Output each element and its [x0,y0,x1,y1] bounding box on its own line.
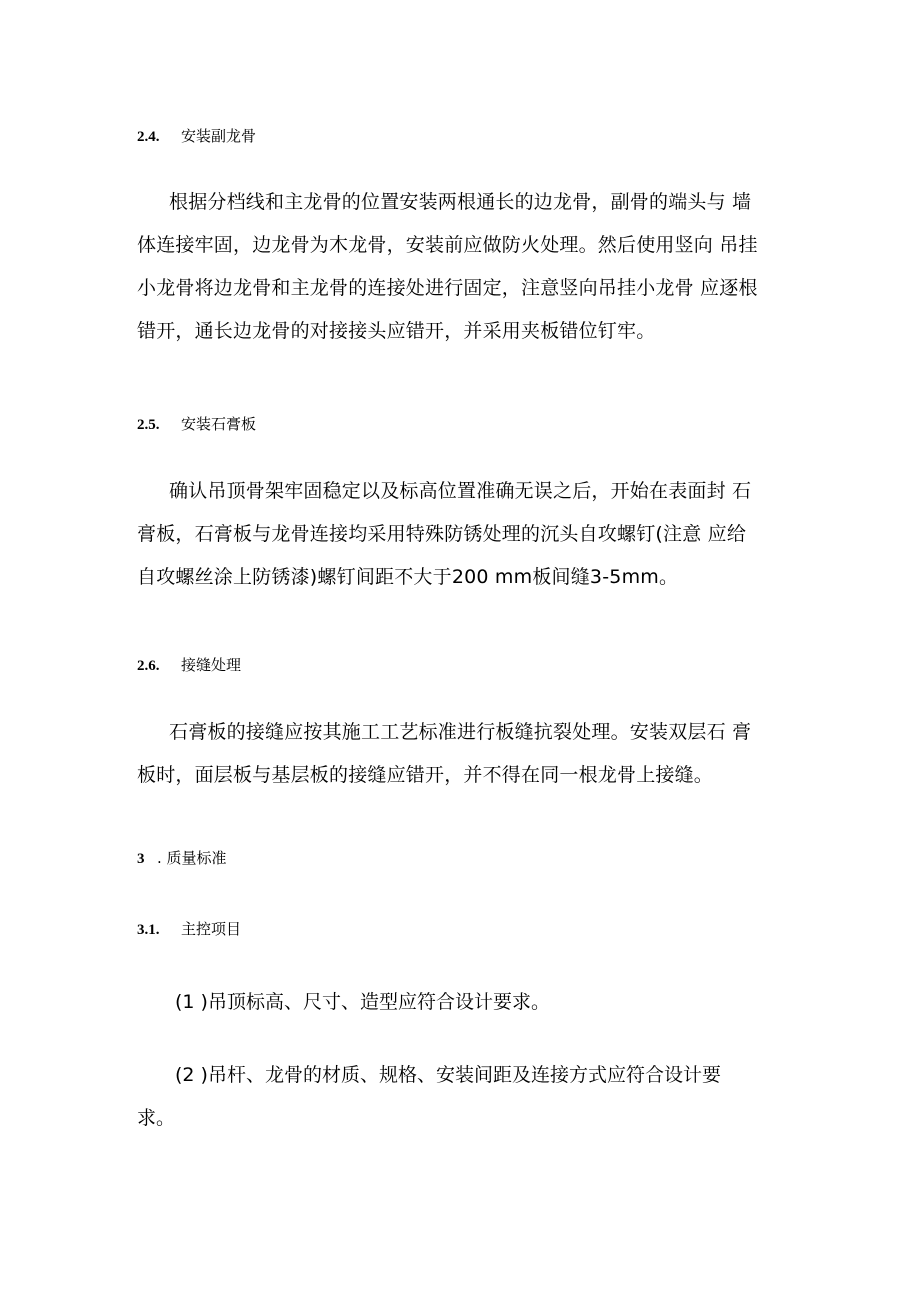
paragraph-2-4 [137,181,787,353]
section-heading-3-1 [137,919,241,940]
section-number: 2.6. [137,658,160,674]
section-heading-2-6 [137,655,241,676]
paragraph-2-5 [137,470,787,599]
section-number: 3 [137,851,145,867]
section-heading-3 [137,848,227,869]
paragraph-2-6 [137,711,787,797]
section-title: 主控项目 [181,920,242,938]
paragraph-line: 根据分档线和主龙骨的位置安装两根通长的边龙骨，副骨的端头与 墙 [169,191,752,213]
paragraph-line: 确认吊顶骨架牢固稳定以及标高位置准确无误之后，开始在表面封 石 [169,480,752,502]
paragraph-line: 膏板，石膏板与龙骨连接均采用特殊防锈处理的沉头自攻螺钉(注意 应给 [137,523,747,545]
paragraph-line: 小龙骨将边龙骨和主龙骨的连接处进行固定，注意竖向吊挂小龙骨 应逐根 [137,277,758,299]
section-number: 3.1. [137,922,160,938]
list-item-2 [137,1054,787,1140]
section-title: 安装副龙骨 [181,127,257,145]
list-item-1 [137,981,787,1024]
paragraph-line: 板时，面层板与基层板的接缝应错开，并不得在同一根龙骨上接缝。 [137,764,714,786]
paragraph-line: 错开，通长边龙骨的对接接头应错开，并采用夹板错位钉牢。 [137,320,656,342]
section-title: 安装石膏板 [181,415,257,433]
section-number: 2.5. [137,417,160,433]
section-title: 接缝处理 [181,656,242,674]
section-title: . 质量标准 [157,849,227,867]
section-heading-2-5 [137,414,256,435]
section-number: 2.4. [137,129,160,145]
paragraph-line: 石膏板的接缝应按其施工工艺标准进行板缝抗裂处理。安装双层石 膏 [169,721,752,743]
section-heading-2-4 [137,126,256,147]
paragraph-line: 体连接牢固，边龙骨为木龙骨，安装前应做防火处理。然后使用竖向 吊挂 [137,234,758,256]
list-item-line: 求。 [137,1107,176,1129]
paragraph-line: 自攻螺丝涂上防锈漆)螺钉间距不大于200 mm板间缝3-5mm。 [137,566,679,588]
list-item-line: (1 )吊顶标高、尺寸、造型应符合设计要求。 [175,991,550,1013]
list-item-line: (2 )吊杆、龙骨的材质、规格、安装间距及连接方式应符合设计要 [175,1064,721,1086]
